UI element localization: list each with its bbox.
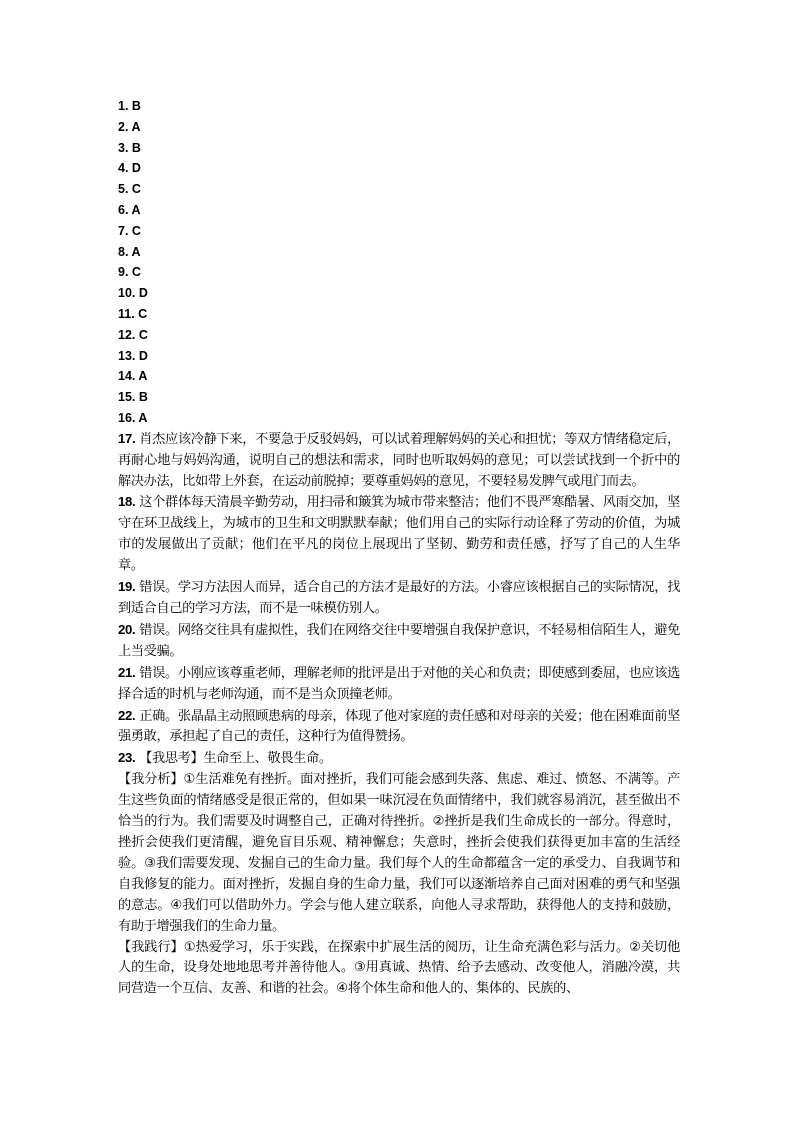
list-item: [118, 408, 680, 429]
question-number: 12.: [118, 327, 136, 342]
question-number: 6.: [118, 202, 129, 217]
answer-text: 错误。学习方法因人而异，适合自己的方法才是最好的方法。小睿应该根据自己的实际情况，找到适合自己的学习方法，而不是一味模仿别人。: [118, 580, 681, 616]
answer-letter: A: [131, 119, 141, 134]
question-number: 13.: [118, 348, 136, 363]
question-number: 2.: [118, 119, 129, 134]
answer-text: 错误。小刚应该尊重老师，理解老师的批评是出于对他的关心和负责；即使感到委屈，也应该选择合适的时机与老师沟通，而不是当众顶撞老师。: [118, 665, 681, 702]
question-number: 19.: [118, 579, 136, 595]
question-number: 1.: [118, 99, 129, 113]
list-item: [118, 304, 680, 325]
section-label-think: 【我思考】: [139, 751, 204, 767]
answer-20: [118, 620, 680, 663]
question-number: 5.: [118, 182, 129, 197]
answer-text: 肖杰应该冷静下来，不要急于反驳妈妈，可以试着理解妈妈的关心和担忧；等双方情绪稳定后，再耐心地与妈妈沟通，说明自己的想法和需求，同时也听取妈妈的意见；可以尝试找到一个折中的解决办法，比如带上外套，在运动前脱掉；要尊重妈妈的意见，不要轻易发脾气或甩门而去。: [118, 431, 681, 489]
answer-letter: D: [138, 348, 148, 363]
question-number: 10.: [118, 286, 136, 301]
list-item: [118, 138, 680, 159]
answer-23-analyze: [118, 770, 680, 937]
answer-22: [118, 706, 680, 749]
question-number: 21.: [118, 664, 136, 680]
question-number: 8.: [118, 244, 129, 259]
answer-text: ①热爱学习，乐于实践，在探索中扩展生活的阅历，让生命充满色彩与活力。②关切他人的生命，设身处地地思考并善待他人。③用真诚、热情、给予去感动、改变他人，消融冷漠，共同营造一个互信、友善、和谐的社会。④将个体生命和他人的、集体的、民族的、: [118, 939, 680, 997]
question-number: 7.: [118, 223, 129, 238]
answer-19: [118, 577, 680, 620]
question-number: 17.: [118, 430, 136, 446]
question-number: 18.: [118, 494, 136, 510]
list-item: [118, 262, 680, 283]
answer-letter: D: [138, 286, 148, 301]
question-number: 22.: [118, 707, 136, 723]
list-item: [118, 117, 680, 138]
list-item: [118, 158, 680, 179]
answer-text: 生命至上、敬畏生命。: [203, 751, 332, 767]
section-label-analyze: 【我分析】: [118, 772, 184, 788]
answer-23-think: [118, 748, 680, 770]
question-number: 15.: [118, 390, 136, 405]
list-item: [118, 96, 680, 117]
answer-letter: A: [138, 369, 148, 384]
answer-letter: A: [131, 202, 141, 217]
answer-key-page: [118, 96, 680, 1000]
section-label-practice: 【我践行】: [118, 939, 184, 955]
answer-letter: A: [131, 244, 141, 259]
multiple-choice-answers: [118, 96, 680, 429]
list-item: [118, 179, 680, 200]
answer-text: 错误。网络交往具有虚拟性，我们在网络交往中要增强自我保护意识，不轻易相信陌生人，避免上当受骗。: [118, 622, 681, 659]
answer-letter: D: [131, 161, 141, 176]
answer-letter: C: [138, 327, 148, 342]
question-number: 4.: [118, 161, 129, 176]
answer-letter: B: [138, 390, 148, 405]
answer-23-practice: [118, 938, 680, 1001]
answer-letter: C: [131, 182, 141, 197]
answer-21: [118, 663, 680, 706]
question-number: 3.: [118, 140, 129, 155]
answer-letter: C: [131, 223, 141, 238]
question-number: 23.: [118, 750, 136, 766]
question-number: 16.: [118, 410, 136, 425]
list-item: [118, 283, 680, 304]
question-number: 9.: [118, 265, 129, 280]
answer-letter: C: [138, 306, 148, 321]
list-item: [118, 242, 680, 263]
answer-17: [118, 429, 680, 493]
list-item: [118, 387, 680, 408]
question-number: 14.: [118, 369, 136, 384]
list-item: [118, 325, 680, 346]
answer-letter: A: [138, 410, 148, 425]
answer-18: [118, 492, 680, 577]
answer-text: ①生活难免有挫折。面对挫折，我们可能会感到失落、焦虑、难过、愤怒、不满等。产生这些负面的情绪感受是很正常的，但如果一味沉浸在负面情绪中，我们就容易消沉，甚至做出不恰当的行为。我们需要及时调整自己，正确对待挫折。②挫折是我们生命成长的一部分。得意时，挫折会使我们更清醒，避免盲目乐观、精神懈怠；失意时，挫折会使我们获得更加丰富的生活经验。③我们需要发现、发掘自己的生命力量。我们每个人的生命都蕴含一定的承受力、自我调节和自我修复的能力。面对挫折，发掘自身的生命力量，我们可以逐渐培养自己面对困难的勇气和坚强的意志。④我们可以借助外力。学会与他人建立联系，向他人寻求帮助，获得他人的支持和鼓励，有助于增强我们的生命力量。: [118, 772, 680, 934]
list-item: [118, 366, 680, 387]
answer-text: 正确。张晶晶主动照顾患病的母亲，体现了他对家庭的责任感和对母亲的关爱；他在困难面前坚强勇敢，承担起了自己的责任，这种行为值得赞扬。: [118, 708, 681, 745]
list-item: [118, 221, 680, 242]
list-item: [118, 200, 680, 221]
list-item: [118, 346, 680, 367]
question-number: 20.: [118, 621, 136, 637]
answer-text: 这个群体每天清晨辛勤劳动，用扫帚和簸箕为城市带来整洁；他们不畏严寒酷暑、风雨交加，坚守在环卫战线上，为城市的卫生和文明默默奉献；他们用自己的实际行动诠释了劳动的价值，为城市的发展做出了贡献；他们在平凡的岗位上展现出了坚韧、勤劳和责任感，抒写了自己的人生华章。: [118, 495, 681, 574]
question-number: 11.: [118, 306, 135, 321]
answer-letter: B: [131, 140, 141, 155]
answer-letter: B: [131, 99, 141, 113]
answer-letter: C: [131, 265, 141, 280]
